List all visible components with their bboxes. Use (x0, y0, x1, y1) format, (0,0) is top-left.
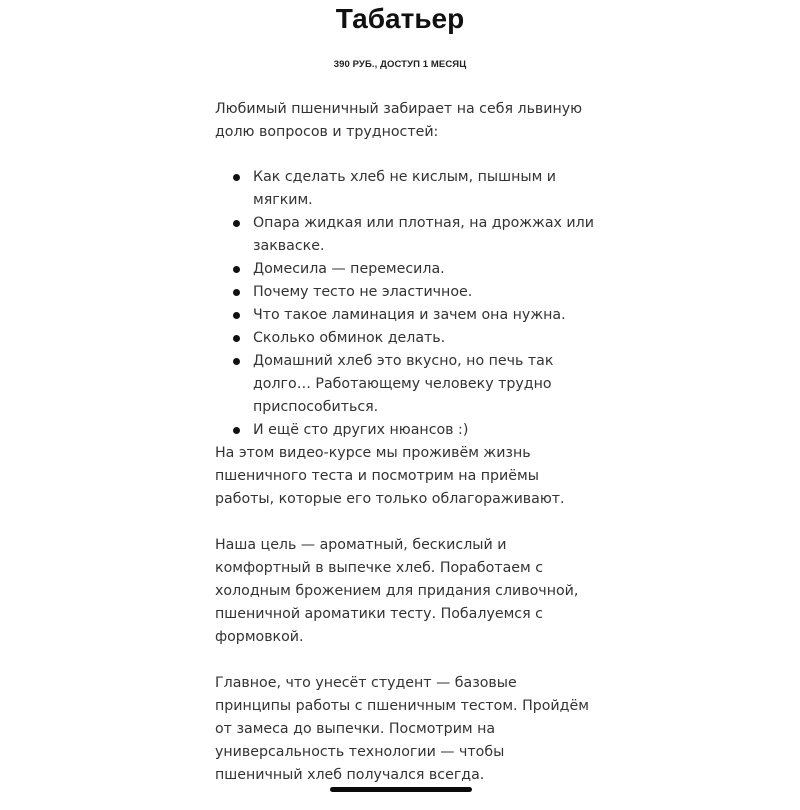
list-item (253, 281, 595, 304)
price-access-label: 390 РУБ., ДОСТУП 1 МЕСЯЦ (333, 59, 467, 70)
bullet-icon (233, 335, 240, 342)
list-item-text: Опара жидкая или плотная, на дрожжах или закваске. (253, 215, 594, 254)
bullet-icon (233, 174, 240, 181)
list-item (253, 212, 595, 258)
list-item-text: Что такое ламинация и зачем она нужна. (253, 307, 566, 323)
intro-paragraph: Любимый пшеничный забирает на себя львиную долю вопросов и трудностей: (215, 101, 583, 140)
course-takeaway-paragraph: Главное, что унесёт студент — базовые принципы работы с пшеничным тестом. Пройдём от замеса до выпечки. Посмотрим на универсальность технологии — чтобы пшеничный хлеб получался всегда. (215, 675, 589, 783)
bullet-icon (233, 289, 240, 296)
list-item-text: Домесила — перемесила. (253, 261, 445, 277)
bullet-icon (233, 427, 240, 434)
list-item-text: И ещё сто других нюансов :) (253, 422, 469, 438)
bullet-icon (233, 312, 240, 319)
list-item-text: Сколько обминок делать. (253, 330, 446, 346)
course-description (215, 98, 595, 810)
home-indicator-bar[interactable] (330, 787, 472, 792)
bullet-icon (233, 220, 240, 227)
bullet-icon (233, 266, 240, 273)
course-overview-paragraph: На этом видео-курсе мы проживём жизнь пшеничного теста и посмотрим на приёмы работы, которые его только облагораживают. (215, 445, 565, 507)
course-goal-paragraph: Наша цель — ароматный, бескислый и комфортный в выпечке хлеб. Поработаем с холодным брожением для придания сливочной, пшеничной ароматики тесту. Побалуемся с формовкой. (215, 537, 579, 645)
list-item (253, 350, 595, 419)
list-item-text: Как сделать хлеб не кислым, пышным и мягким. (253, 169, 557, 208)
list-item-text: Почему тесто не эластичное. (253, 284, 473, 300)
list-item (253, 258, 595, 281)
list-item (253, 419, 595, 442)
page-title: Табатьер (335, 3, 465, 34)
bullet-icon (233, 358, 240, 365)
topics-list (215, 166, 595, 442)
list-item (253, 304, 595, 327)
list-item (253, 166, 595, 212)
list-item (253, 327, 595, 350)
list-item-text: Домашний хлеб это вкусно, но печь так долго… Работающему человеку трудно приспособиться. (253, 353, 554, 415)
